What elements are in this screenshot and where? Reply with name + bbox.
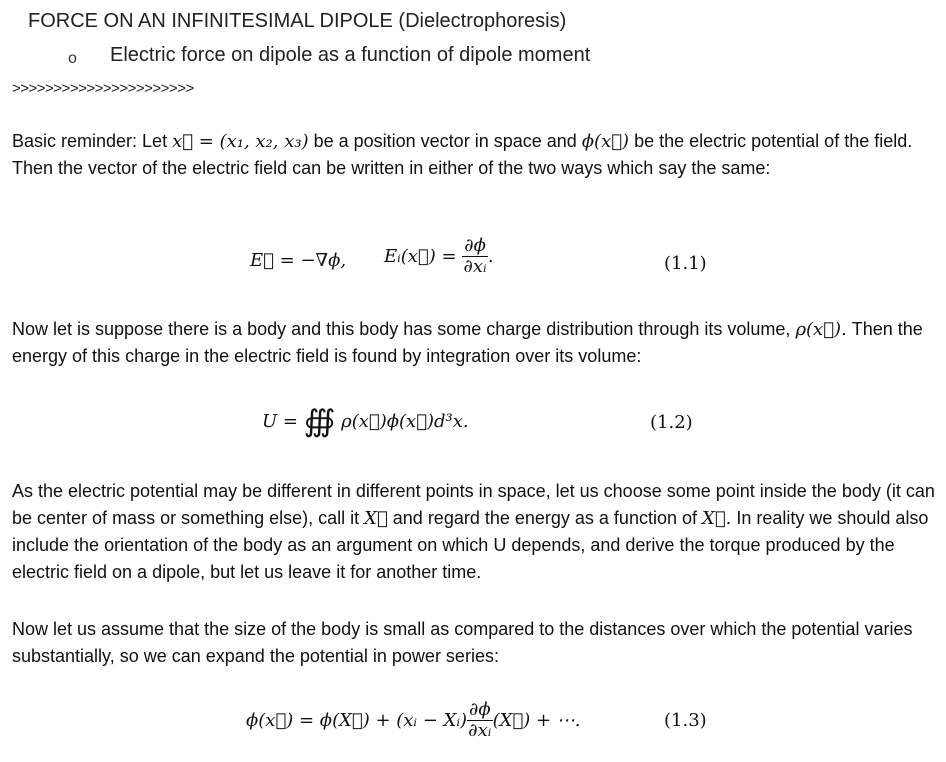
p2-math-rho: ρ(x⃗). [795, 319, 847, 340]
equation-1-3: ϕ(x⃗) = ϕ(X⃗) + (xᵢ − Xᵢ) $\frac{\partial\phi}{\text{∂xᵢ}}$ (X⃗) + ⋯. [246, 699, 581, 741]
p1-mid: be a position vector in space and [308, 131, 582, 151]
equation-1-1-number: (1.1) [664, 253, 707, 274]
p1-math-position: x⃗ = (x₁, x₂, x₃) [172, 131, 309, 152]
paragraph-charge-distribution: Now let is suppose there is a body and this body has some charge distribution through its volume, ρ(x⃗). Then the energy of this charge in the electric field is found by integration over its volume: [12, 319, 923, 366]
p1-math-potential: ϕ(x⃗) [581, 131, 630, 152]
p1-prefix: Basic reminder: Let [12, 131, 173, 151]
p1-suffix: be the electric potential of the field. Then the vector of the electric field can be written in either of the two ways which say the same: [12, 131, 913, 178]
paragraph-basic-reminder [12, 128, 940, 182]
equation-1-3-fraction: $\frac{\partial\phi}{\text{∂xᵢ}}$ [468, 699, 492, 741]
paragraph-choose-point: As the electric potential may be different in different points in space, let us choose some point inside the body (it can be center of mass or something else), call it X⃗ and regard the energy as a function of X⃗. In reality we should also include the orientation of the body as an argument on which U depends, and derive the torque produced by the electric field on a dipole, but let us leave it for another time. [12, 481, 935, 582]
paragraph-power-series: Now let us assume that the size of the body is small as compared to the distances over which the potential varies substantially, so we can expand the potential in power series: [12, 619, 913, 666]
p3-math-X: X⃗ [364, 508, 388, 529]
equation-1-3-number: (1.3) [664, 710, 707, 731]
p3-math-X2: X⃗. [702, 508, 732, 529]
bullet-marker: o [68, 50, 77, 67]
bullet-subtitle: Electric force on dipole as a function of dipole moment [110, 44, 591, 66]
separator-arrows: >>>>>>>>>>>>>>>>>>>>>> [12, 80, 194, 97]
equation-1-1-fraction: $\frac{\partial\phi}{\text{∂xᵢ}}$ [463, 235, 487, 277]
equation-1-2: U = ∰ ρ(x⃗)ϕ(x⃗)d³x. [262, 404, 469, 439]
equation-1-1-right: Eᵢ(x⃗) = $\frac{\partial\phi}{\text{∂xᵢ}}$ . [384, 235, 494, 277]
triple-integral-symbol: ∰ [303, 404, 336, 439]
page-title: FORCE ON AN INFINITESIMAL DIPOLE (Dielectrophoresis) [28, 10, 567, 32]
equation-1-1-left: E⃗ = −∇ϕ, [250, 250, 347, 271]
equation-1-2-number: (1.2) [650, 412, 693, 433]
